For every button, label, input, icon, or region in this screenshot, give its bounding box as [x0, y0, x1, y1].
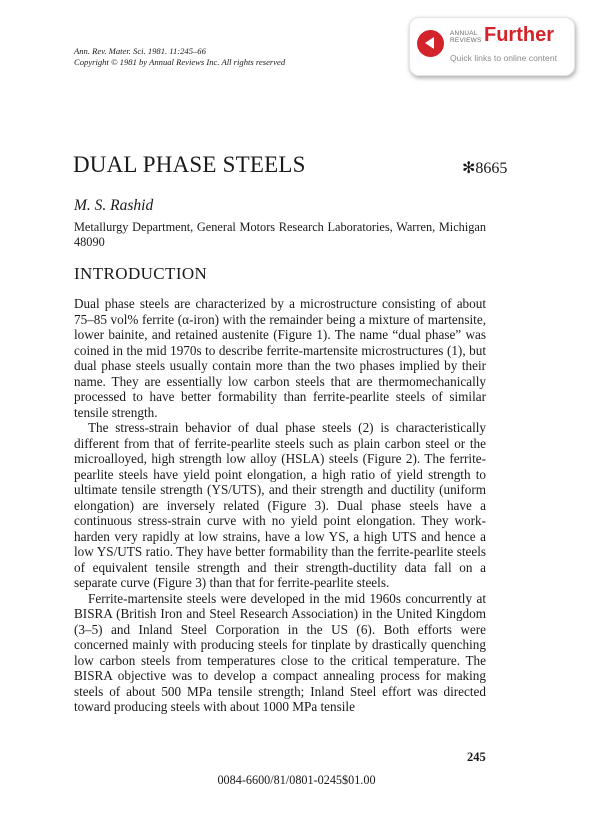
- annual-reviews-logo: [450, 30, 482, 44]
- back-arrow-icon: [417, 30, 444, 57]
- article-code: ✻8665: [462, 160, 508, 177]
- page-number: 245: [467, 750, 486, 764]
- logo-annual: ANNUAL: [450, 30, 478, 37]
- citation-copyright-line: Copyright © 1981 by Annual Reviews Inc. All rights reserved: [74, 57, 286, 67]
- citation-journal-line: Ann. Rev. Mater. Sci. 1981. 11:245–66: [74, 46, 206, 56]
- section-heading: INTRODUCTION: [74, 264, 208, 283]
- further-label: Further: [484, 24, 554, 46]
- article-title: DUAL PHASE STEELS: [73, 152, 306, 177]
- article-body: [74, 296, 486, 715]
- logo-reviews: REVIEWS: [450, 37, 482, 44]
- body-paragraph: The stress-strain behavior of dual phase steels (2) is characteristically different from that of ferrite-pearlite steels such as plain carbon steel or the microalloyed, high strength low alloy (HSLA) steels (Figure 2). The ferrite-pearlite steels have yield point elongation, a high ratio of yield strength to ultimate tensile strength (YS/UTS), and their strength and ductility (uniform elongation) are inversely related (Figure 3). Dual phase steels have a continuous stress-strain curve with no yield point elongation. They work-harden very rapidly at low strains, have a low YS, a high UTS and hence a low YS/UTS ratio. They have better formability than the ferrite-pearlite steels of equivalent tensile strength and their strength-ductility data fall on a separate curve (Figure 3) than that for ferrite-pearlite steels.: [74, 420, 486, 590]
- author-name: M. S. Rashid: [74, 197, 154, 214]
- further-subtitle: Quick links to online content: [450, 53, 558, 63]
- footer-code: 0084-6600/81/0801-0245$01.00: [217, 773, 376, 787]
- journal-citation: [74, 46, 285, 68]
- body-paragraph: Ferrite-martensite steels were developed in the mid 1960s concurrently at BISRA (British Iron and Steel Research Association) in the United Kingdom (3–5) and Inland Steel Corporation in the US (6). Both efforts were concerned mainly with producing steels for tinplate by drastically quenching low carbon steels from temperatures close to the critical temperature. The BISRA objective was to develop a compact annealing process for making steels of about 500 MPa tensile strength; Inland Steel effort was directed toward producing steels with about 1000 MPa tensile: [74, 590, 486, 714]
- body-paragraph: Dual phase steels are characterized by a microstructure consisting of about 75–85 vol% ferrite (α-iron) with the remainder being a mixture of martensite, lower bainite, and retained austenite (Figure 1). The name “dual phase” was coined in the mid 1970s to describe ferrite-martensite microstructures (1), but dual phase steels usually contain more than the two phases implied by their name. They are essentially low carbon steels that are thermomechanically processed to have better formability than ferrite-pearlite steels of similar tensile strength.: [74, 296, 486, 420]
- author-affiliation: Metallurgy Department, General Motors Research Laboratories, Warren, Michigan 48090: [74, 220, 486, 249]
- further-links-badge[interactable]: [409, 17, 575, 76]
